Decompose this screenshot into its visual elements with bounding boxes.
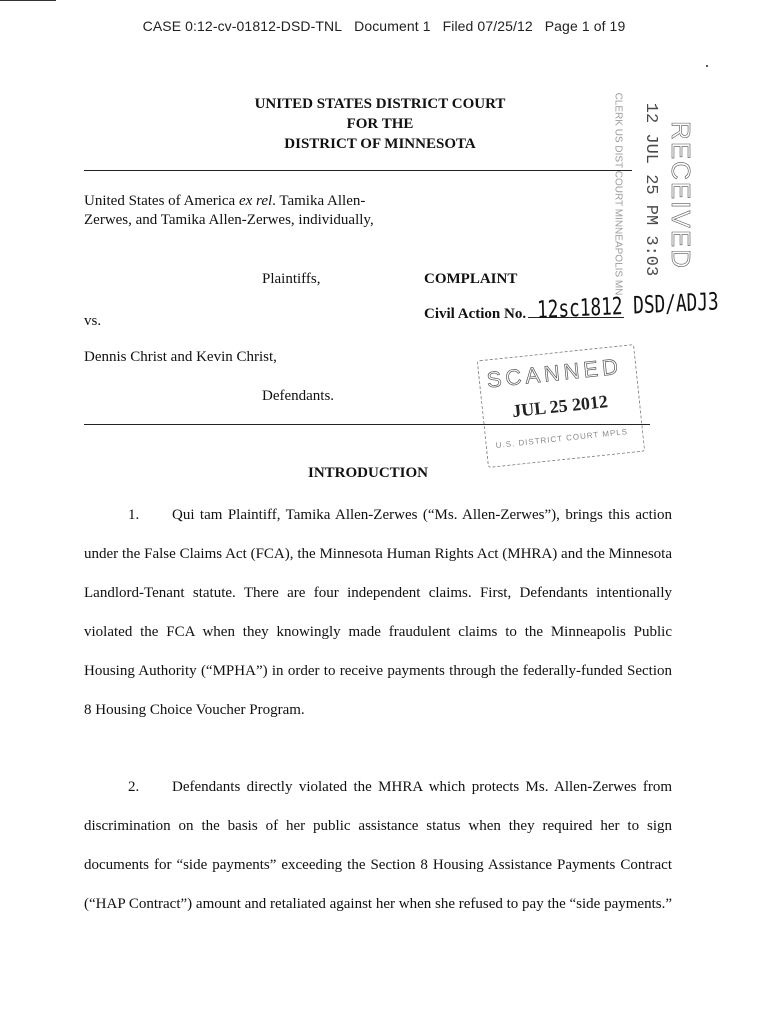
received-stamp-word: RECEIVED [665, 121, 696, 270]
court-for-line: FOR THE [346, 116, 414, 132]
case-filing-header [0, 18, 768, 34]
court-name-line: UNITED STATES DISTRICT COURT [254, 96, 506, 112]
scanned-stamp-word: SCANNED [485, 353, 624, 393]
caption-top-rule [84, 170, 632, 171]
defendants-names: Dennis Christ and Kevin Christ, [84, 349, 277, 365]
received-stamp [578, 92, 708, 296]
defendants-label: Defendants. [262, 388, 335, 404]
complaint-label: COMPLAINT [424, 271, 518, 287]
plaintiffs-names [84, 192, 384, 230]
filed-date: Filed 07/25/12 [442, 18, 533, 34]
scanned-stamp [477, 344, 645, 468]
top-edge-rule [0, 0, 56, 1]
paragraph-1-text: Qui tam Plaintiff, Tamika Allen-Zerwes (“Ms. Allen-Zerwes”), brings this action under the False Claims Act (FCA), the Minnesota Human Rights Act (MHRA) and the Minnesota Landlord-Tenant statute. There are four independent claims. First, Defendants intentionally violated the FCA when they knowingly made fraudulent claims to the Minneapolis Public Housing Authority (“MPHA”) in order to receive payments through the federally-funded Section 8 Housing Choice Voucher Program. [84, 507, 672, 718]
introduction-heading: INTRODUCTION [307, 465, 428, 481]
paragraph-1 [84, 496, 672, 730]
paragraph-2-text: Defendants directly violated the MHRA which protects Ms. Allen-Zerwes from discrimination on the basis of her public assistance status when they required her to sign documents for “side payments” exceeding the Section 8 Housing Assistance Payments Contract (“HAP Contract”) amount and retaliated against her when she refused to pay the “side payments.” [84, 779, 672, 912]
scanned-stamp-date: JUL 25 2012 [511, 391, 609, 422]
scan-speck [706, 65, 708, 67]
court-title [200, 94, 560, 154]
scanned-stamp-court: U.S. DISTRICT COURT MPLS [495, 427, 629, 451]
plaintiffs-label: Plaintiffs, [262, 271, 321, 287]
document-number: Document 1 [354, 18, 431, 34]
plaintiffs-prefix: United States of America [84, 193, 239, 209]
paragraph-2 [84, 768, 672, 924]
paragraph-1-number: 1. [128, 507, 140, 523]
received-stamp-office: CLERK US DIST COURT MINNEAPOLIS MN [612, 92, 624, 296]
page-count: Page 1 of 19 [544, 18, 626, 34]
ex-rel-text: ex rel [238, 193, 273, 209]
paragraph-2-number: 2. [128, 779, 140, 795]
civil-action-label: Civil Action No. [424, 306, 527, 322]
versus-text: vs. [84, 313, 102, 329]
received-stamp-date: 12 JUL 25 PM 3:03 [641, 102, 661, 277]
court-district-line: DISTRICT OF MINNESOTA [284, 136, 476, 152]
civil-action-handwritten-number: 12sc1812 DSD/ADJ3 [536, 287, 720, 324]
case-number: CASE 0:12-cv-01812-DSD-TNL [142, 18, 343, 34]
plaintiffs-rest: . Tamika Allen-Zerwes, and Tamika Allen-Zerwes, individually, [84, 193, 374, 228]
